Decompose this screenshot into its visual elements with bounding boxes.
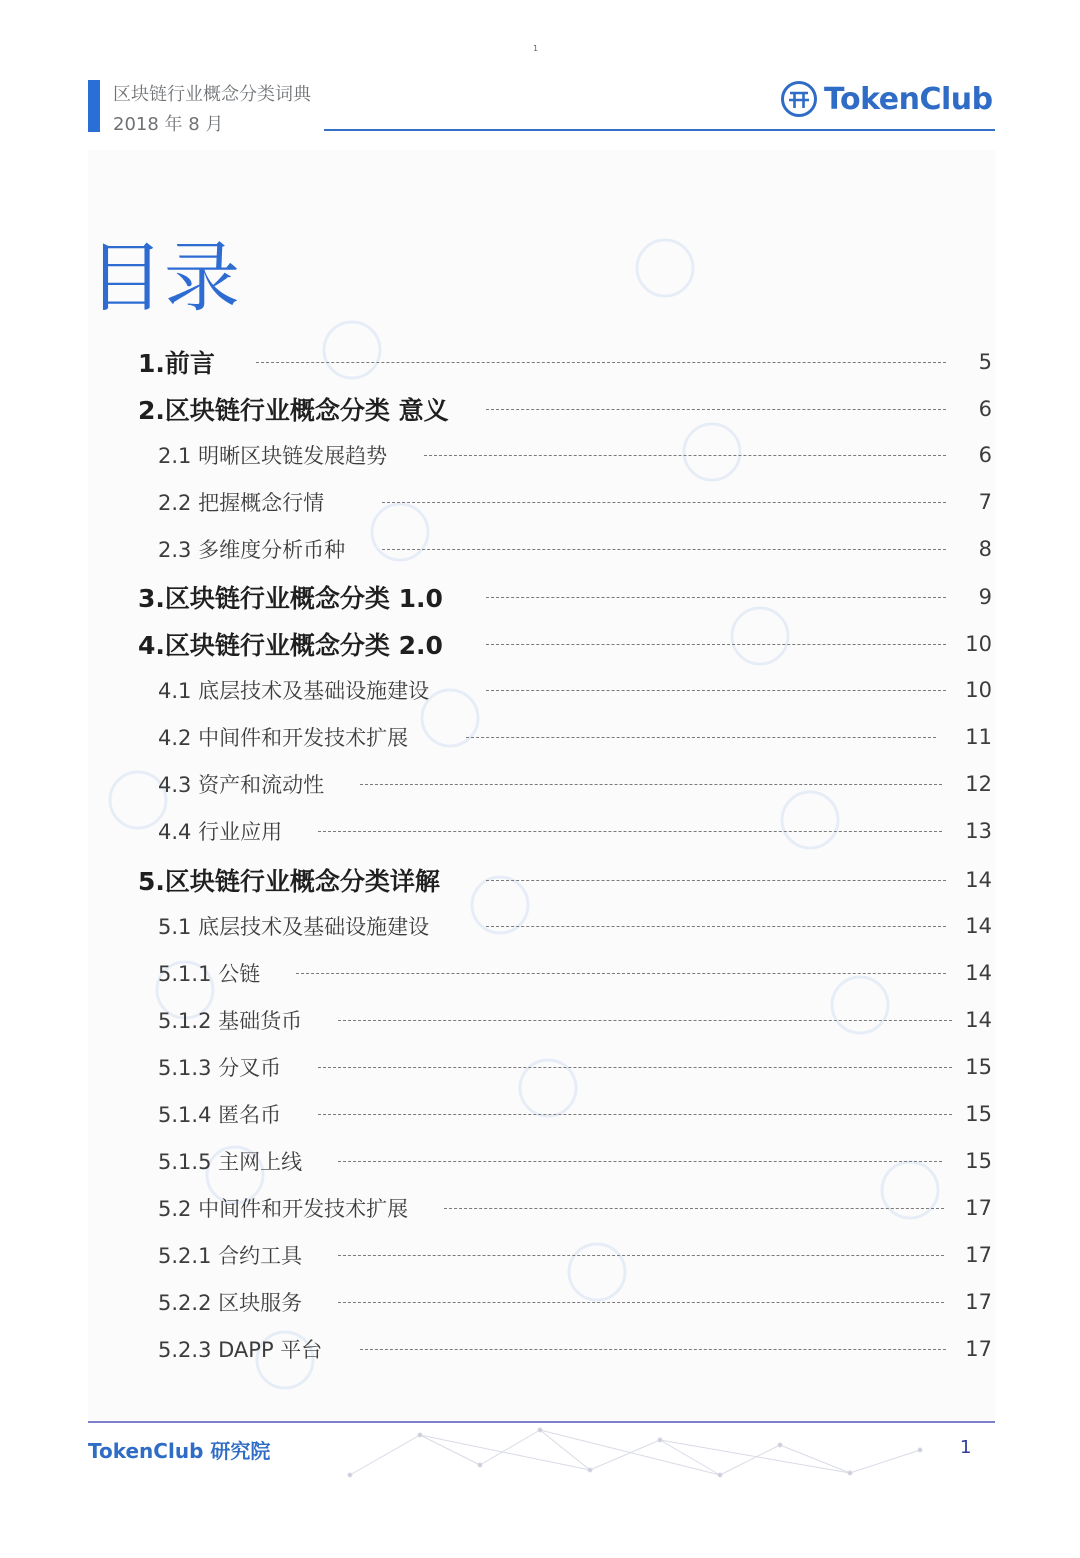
toc-leader bbox=[444, 1208, 944, 1209]
toc-entry-label: 5.1 底层技术及基础设施建设 bbox=[158, 915, 430, 939]
toc-entry-label: 4.4 行业应用 bbox=[158, 820, 283, 844]
toc-entry[interactable] bbox=[138, 864, 998, 896]
toc-leader bbox=[486, 880, 946, 881]
toc-leader bbox=[338, 1255, 944, 1256]
network-decoration bbox=[330, 1425, 950, 1485]
toc-entry-label: 5.2.1 合约工具 bbox=[158, 1244, 303, 1268]
toc-entry[interactable] bbox=[158, 1051, 998, 1083]
toc-entry[interactable] bbox=[158, 721, 998, 753]
toc-entry[interactable] bbox=[138, 393, 998, 425]
toc-entry-label: 2.1 明晰区块链发展趋势 bbox=[158, 444, 388, 468]
footer-divider bbox=[88, 1421, 995, 1423]
toc-entry-page: 14 bbox=[965, 1008, 992, 1032]
toc-entry[interactable] bbox=[158, 1239, 998, 1271]
toc-entry[interactable] bbox=[158, 674, 998, 706]
toc-entry-page: 6 bbox=[978, 397, 992, 421]
toc-entry-label: 5.2 中间件和开发技术扩展 bbox=[158, 1197, 409, 1221]
toc-entry-page: 8 bbox=[978, 537, 992, 561]
header-divider bbox=[324, 129, 995, 131]
toc-entry-page: 15 bbox=[965, 1149, 992, 1173]
toc-entry-label: 5.1.5 主网上线 bbox=[158, 1150, 303, 1174]
toc-leader bbox=[486, 644, 946, 645]
toc-entry-page: 6 bbox=[978, 443, 992, 467]
tokenclub-logo bbox=[780, 80, 993, 118]
tokenclub-logo-icon bbox=[780, 80, 818, 118]
toc-entry[interactable] bbox=[158, 533, 998, 565]
toc-entry-label: 2.3 多维度分析币种 bbox=[158, 538, 346, 562]
toc-entry-page: 12 bbox=[965, 772, 992, 796]
toc-entry-page: 17 bbox=[965, 1243, 992, 1267]
top-page-number: 1 bbox=[533, 44, 539, 53]
toc-entry[interactable] bbox=[158, 910, 998, 942]
toc-entry[interactable] bbox=[158, 1145, 998, 1177]
toc-entry[interactable] bbox=[138, 628, 998, 660]
toc-entry-label: 1.前言 bbox=[138, 349, 215, 378]
toc-leader bbox=[382, 549, 946, 550]
toc-leader bbox=[256, 362, 946, 363]
toc-entry-label: 3.区块链行业概念分类 1.0 bbox=[138, 584, 443, 613]
toc-entry-label: 2.区块链行业概念分类 意义 bbox=[138, 396, 449, 425]
toc-entry-page: 17 bbox=[965, 1290, 992, 1314]
toc-entry[interactable] bbox=[138, 346, 998, 378]
footer-page-number: 1 bbox=[960, 1437, 972, 1458]
toc-entry-page: 14 bbox=[965, 868, 992, 892]
toc-entry-label: 5.2.3 DAPP 平台 bbox=[158, 1338, 323, 1362]
toc-leader bbox=[318, 831, 942, 832]
toc-entry[interactable] bbox=[138, 581, 998, 613]
toc-entry[interactable] bbox=[158, 957, 998, 989]
toc-leader bbox=[360, 784, 942, 785]
toc-entry-label: 4.1 底层技术及基础设施建设 bbox=[158, 679, 430, 703]
toc-entry[interactable] bbox=[158, 486, 998, 518]
toc-entry-label: 5.1.2 基础货币 bbox=[158, 1009, 303, 1033]
toc-entry-page: 15 bbox=[965, 1102, 992, 1126]
toc-leader bbox=[360, 1349, 946, 1350]
toc-entry[interactable] bbox=[158, 1192, 998, 1224]
toc-entry-page: 13 bbox=[965, 819, 992, 843]
document-date: 2018 年 8 月 bbox=[113, 114, 224, 135]
toc-entry[interactable] bbox=[158, 815, 998, 847]
toc-entry[interactable] bbox=[158, 1333, 998, 1365]
toc-leader bbox=[486, 409, 946, 410]
toc-entry-label: 4.3 资产和流动性 bbox=[158, 773, 325, 797]
toc-entry[interactable] bbox=[158, 768, 998, 800]
toc-entry-page: 9 bbox=[978, 585, 992, 609]
toc-entry-page: 7 bbox=[978, 490, 992, 514]
logo-text: TokenClub bbox=[824, 81, 993, 117]
toc-leader bbox=[338, 1161, 942, 1162]
toc-entry-page: 14 bbox=[965, 961, 992, 985]
toc-entry-page: 17 bbox=[965, 1337, 992, 1361]
toc-entry-page: 14 bbox=[965, 914, 992, 938]
toc-leader bbox=[338, 1020, 952, 1021]
document-title: 区块链行业概念分类词典 bbox=[113, 84, 311, 105]
toc-entry-page: 10 bbox=[965, 678, 992, 702]
toc-entry-label: 5.区块链行业概念分类详解 bbox=[138, 867, 440, 896]
toc-leader bbox=[318, 1114, 952, 1115]
toc-leader bbox=[424, 455, 946, 456]
toc-leader bbox=[318, 1067, 952, 1068]
toc-entry-label: 5.2.2 区块服务 bbox=[158, 1291, 303, 1315]
toc-leader bbox=[466, 737, 936, 738]
toc-leader bbox=[486, 597, 946, 598]
toc-entry-label: 4.2 中间件和开发技术扩展 bbox=[158, 726, 409, 750]
toc-leader bbox=[338, 1302, 944, 1303]
footer-brand: TokenClub 研究院 bbox=[88, 1439, 271, 1463]
toc-entry-label: 5.1.4 匿名币 bbox=[158, 1103, 282, 1127]
toc-leader bbox=[296, 973, 946, 974]
toc-entry-page: 5 bbox=[978, 350, 992, 374]
toc-entry-page: 17 bbox=[965, 1196, 992, 1220]
toc-entry-label: 5.1.1 公链 bbox=[158, 962, 261, 986]
toc-entry-label: 5.1.3 分叉币 bbox=[158, 1056, 282, 1080]
toc-heading: 目录 bbox=[88, 233, 240, 322]
toc-entry[interactable] bbox=[158, 1286, 998, 1318]
toc-entry-label: 2.2 把握概念行情 bbox=[158, 491, 325, 515]
toc-entry-page: 15 bbox=[965, 1055, 992, 1079]
toc-leader bbox=[382, 502, 946, 503]
toc-entry-label: 4.区块链行业概念分类 2.0 bbox=[138, 631, 443, 660]
toc-entry-page: 11 bbox=[965, 725, 992, 749]
toc-entry[interactable] bbox=[158, 1004, 998, 1036]
toc-entry-page: 10 bbox=[965, 632, 992, 656]
toc-entry[interactable] bbox=[158, 1098, 998, 1130]
header-accent-bar bbox=[88, 80, 100, 132]
toc-entry[interactable] bbox=[158, 439, 998, 471]
toc-leader bbox=[486, 690, 946, 691]
toc-leader bbox=[486, 926, 946, 927]
